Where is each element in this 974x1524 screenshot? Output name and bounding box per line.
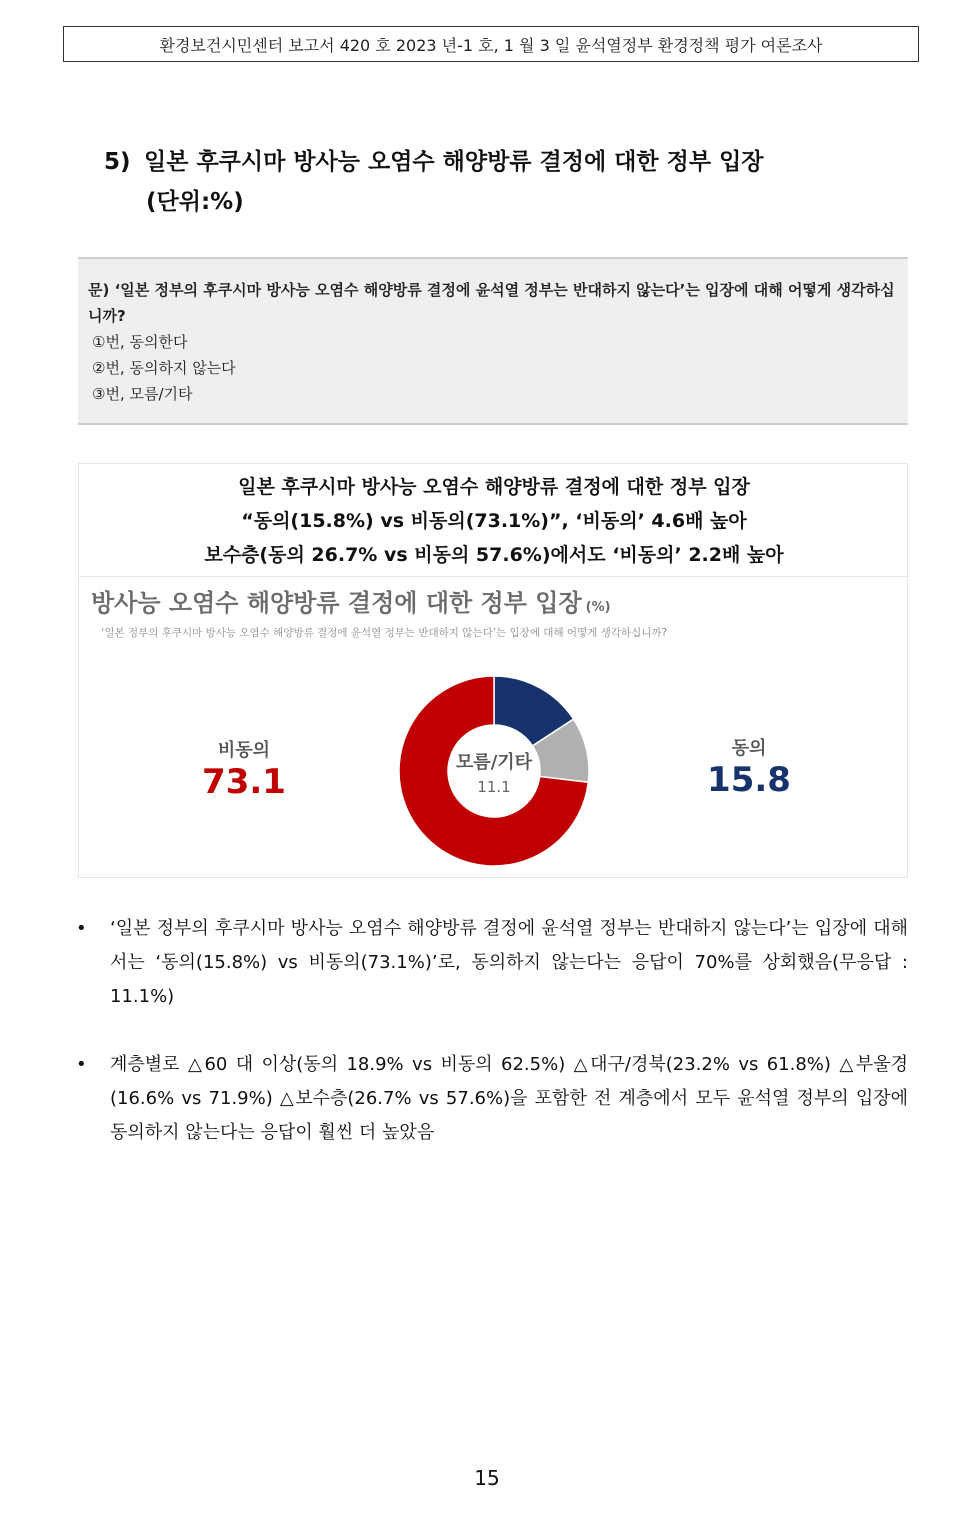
option-unknown: ③번, 모름/기타	[92, 385, 193, 403]
section-title-text: 일본 후쿠시마 방사능 오염수 해양방류 결정에 대한 정부 입장	[144, 149, 764, 175]
agree-value: 15.8	[707, 760, 791, 800]
unknown-name: 모름/기타	[455, 752, 533, 773]
page-number: 15	[474, 1466, 500, 1490]
disagree-name: 비동의	[217, 740, 271, 761]
disagree-value: 73.1	[202, 762, 286, 802]
disagree-label	[189, 736, 299, 802]
headline-line-2: “동의(15.8%) vs 비동의(73.1%)”, ‘비동의’ 4.6배 높아	[241, 510, 747, 532]
unknown-value: 11.1	[477, 778, 511, 796]
bullet-dot: •	[76, 918, 87, 939]
chart-headline	[79, 470, 909, 572]
section-title	[104, 142, 904, 222]
question-text: 문) ‘일본 정부의 후쿠시마 방사능 오염수 해양방류 결정에 윤석열 정부는 반대하지 않는다’는 입장에 대해 어떻게 생각하십니까?	[88, 281, 895, 325]
chart-title	[91, 583, 611, 618]
chart-title-text: 방사능 오염수 해양방류 결정에 대한 정부 입장	[91, 589, 582, 617]
bullet-dot: •	[76, 1054, 87, 1075]
section-unit: (단위:%)	[146, 189, 244, 215]
bullet-list	[76, 912, 908, 1184]
section-number: 5)	[104, 149, 131, 175]
headline-line-1: 일본 후쿠시마 방사능 오염수 해양방류 결정에 대한 정부 입장	[238, 476, 750, 498]
question-box	[78, 257, 908, 425]
option-disagree: ②번, 동의하지 않는다	[92, 359, 236, 377]
bullet-item	[76, 1048, 908, 1150]
report-header-text: 환경보건시민센터 보고서 420 호 2023 년-1 호, 1 월 3 일 윤석열정부 환경정책 평가 여론조사	[159, 35, 823, 55]
report-header	[63, 26, 919, 62]
chart-unit: (%)	[585, 600, 611, 615]
chart-panel	[78, 463, 908, 878]
bullet-text-2: 계층별로 △60 대 이상(동의 18.9% vs 비동의 62.5%) △대구/경북(23.2% vs 61.8%) △부울경(16.6% vs 71.9%) △보수층(26.7% vs 57.6%)을 포함한 전 계층에서 모두 윤석열 정부의 입장에 동의하지 않는다는 응답이 훨씬 더 높았음	[110, 1054, 908, 1143]
headline-line-3: 보수층(동의 26.7% vs 비동의 57.6%)에서도 ‘비동의’ 2.2배 높아	[204, 544, 784, 566]
chart-divider	[79, 576, 909, 577]
agree-name: 동의	[731, 738, 767, 759]
agree-label	[694, 734, 804, 800]
unknown-label	[444, 748, 544, 796]
bullet-text-1: ‘일본 정부의 후쿠시마 방사능 오염수 해양방류 결정에 윤석열 정부는 반대하지 않는다’는 입장에 대해서는 ‘동의(15.8%) vs 비동의(73.1%)’로, 동의하지 않는다는 응답이 70%를 상회했음(무응답 : 11.1%)	[110, 918, 908, 1007]
chart-subtitle: ‘일본 정부의 후쿠시마 방사능 오염수 해양방류 결정에 윤석열 정부는 반대하지 않는다’는 입장에 대해 어떻게 생각하십니까?	[101, 627, 668, 639]
bullet-item	[76, 912, 908, 1014]
option-agree: ①번, 동의한다	[92, 333, 188, 351]
